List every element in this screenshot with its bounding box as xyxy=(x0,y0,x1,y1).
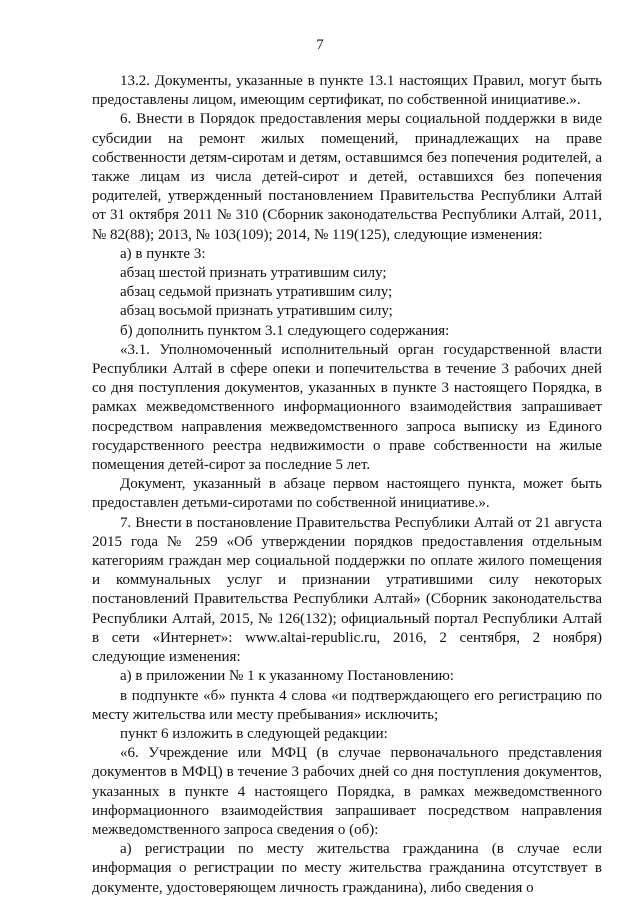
paragraph: б) дополнить пунктом 3.1 следующего содержания: xyxy=(120,322,450,339)
paragraph: 6. Внести в Порядок предоставления меры социальной поддержки в виде субсидии на ремонт жилых помещений, принадлежащих на праве собственности детям-сиротам и детям, оставшимся без попечения родителей, а также лицам из числа детей-сирот и детей, оставшихся без попечения родителей, утвержденный постановлением Правительства Республики Алтай от 31 октября 2011 № 310 (Сборник законодательства Республики Алтай, 2011, № 82(88); 2013, № 103(109); 2014, № 119(125), следующие изменения: xyxy=(92,111,602,243)
paragraph: 13.2. Документы, указанные в пункте 13.1 настоящих Правил, могут быть предоставлены лицом, имеющим сертификат, по собственной инициативе.». xyxy=(92,73,602,109)
paragraph: пункт 6 изложить в следующей редакции: xyxy=(120,725,388,742)
page-number: 7 xyxy=(316,37,324,53)
paragraph: «6. Учреждение или МФЦ (в случае первоначального представления документов в МФЦ) в течение 3 рабочих дней со дня поступления документов, указанных в пункте 4 настоящего Порядка, в рамках межведомственного информационного взаимодействия запрашивает посредством направления межведомственного запроса сведения о (об): xyxy=(92,745,602,838)
paragraph: абзац седьмой признать утратившим силу; xyxy=(120,284,393,301)
paragraph: а) в пункте 3: xyxy=(120,245,206,262)
paragraph: 7. Внести в постановление Правительства Республики Алтай от 21 августа 2015 года № 259 «Об утверждении порядков предоставления отдельным категориям граждан мер социальной поддержки по оплате жилого помещения и коммунальных услуг и признании утратившими силу некоторых постановлений Правительства Республики Алтай» (Сборник законодательства Республики Алтай, 2015, № 126(132); официальный портал Республики Алтай в сети «Интернет»: www.altai-republic.ru, 2016, 2 сентября, 2 ноября) следующие изменения: xyxy=(92,514,602,666)
paragraph: Документ, указанный в абзаце первом настоящего пункта, может быть предоставлен детьми-сиротами по собственной инициативе.». xyxy=(92,476,602,512)
paragraph: «3.1. Уполномоченный исполнительный орган государственной власти Республики Алтай в сфере опеки и попечительства в течение 3 рабочих дней со дня поступления документов, указанных в пункте 3 настоящего Порядка, в рамках межведомственного информационного взаимодействия запрашивает посредством направления межведомственного запроса выписку из Единого государственного реестра недвижимости о праве собственности на жилые помещения детей-сирот за последние 5 лет. xyxy=(92,341,602,474)
paragraph: абзац восьмой признать утратившим силу; xyxy=(120,303,393,320)
paragraph: в подпункте «б» пункта 4 слова «и подтверждающего его регистрацию по месту жительства или месту пребывания» исключить; xyxy=(92,687,602,723)
document-body xyxy=(92,72,602,898)
paragraph: а) в приложении № 1 к указанному Постановлению: xyxy=(120,668,454,685)
paragraph: а) регистрации по месту жительства гражданина (в случае если информация о регистрации по месту жительства гражданина отсутствует в документе, удостоверяющем личность гражданина), либо сведения о xyxy=(92,841,602,896)
paragraph: абзац шестой признать утратившим силу; xyxy=(120,265,387,282)
